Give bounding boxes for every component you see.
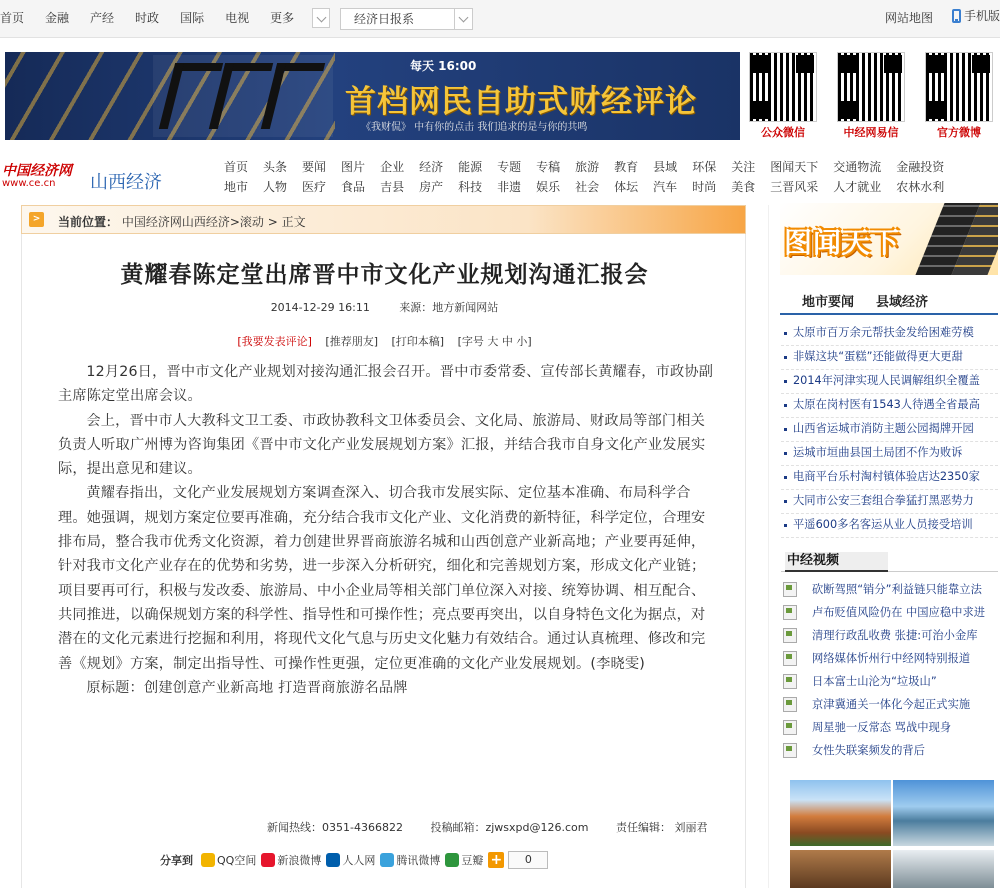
top-nav-more[interactable]: 更多 <box>270 11 295 25</box>
video-list-item[interactable] <box>783 601 998 624</box>
breadcrumb-current: 正文 <box>281 215 306 229</box>
channel-nav-item[interactable]: 企业 <box>380 160 405 174</box>
news-list-item[interactable]: 山西省运城市消防主题公园揭牌开园 <box>781 418 998 442</box>
news-list-item[interactable]: 2014年河津实现人民调解组织全覆盖 <box>781 370 998 394</box>
mobile-label: 手机版 <box>964 9 1000 23</box>
image-placeholder-icon <box>783 582 797 597</box>
comment-link[interactable]: [我要发表评论] <box>237 335 312 348</box>
article-paragraph: 会上，晋中市人大教科文卫工委、市政协教科文卫体委员会、文化局、旅游局、财政局等部门相关负责人听取广州博为咨询集团《晋中市文化产业发展规划方案》汇报，并结合我市自身文化产业发展实际，提出意见和建议。 <box>58 412 706 478</box>
breadcrumb-label: 当前位置： <box>58 215 119 229</box>
promo-banner[interactable] <box>5 52 740 140</box>
article <box>21 234 746 888</box>
channel-nav-item[interactable]: 农林水利 <box>896 180 945 194</box>
video-list-item[interactable] <box>783 670 998 693</box>
share-button-label: QQ空间 <box>217 854 257 867</box>
share-label: 分享到 <box>160 854 193 867</box>
sitemap-link[interactable]: 网站地图 <box>885 11 934 25</box>
channel-nav-item[interactable]: 教育 <box>614 160 639 174</box>
channel-nav-item[interactable]: 环保 <box>692 160 717 174</box>
banner-slogan: 首档网民自助式财经评论 <box>345 84 697 120</box>
site-select[interactable] <box>340 8 473 30</box>
article-body <box>58 360 714 700</box>
news-list-item[interactable]: 平遥600多名客运从业人员接受培训 <box>781 514 998 538</box>
channel-nav-item[interactable]: 首页 <box>224 160 249 174</box>
column-divider <box>768 205 769 888</box>
channel-nav-item[interactable]: 非遗 <box>497 180 522 194</box>
channel-nav-item[interactable]: 美食 <box>731 180 756 194</box>
video-title: 卢布贬值风险仍在 中国应稳中求进 <box>812 605 986 619</box>
channel-nav-item[interactable]: 能源 <box>458 160 483 174</box>
qr-wechat[interactable] <box>745 52 821 140</box>
channel-nav-item[interactable]: 专稿 <box>536 160 561 174</box>
share-count: 0 <box>508 851 548 869</box>
photo-thumbnail[interactable] <box>893 780 994 846</box>
video-list-item[interactable] <box>783 739 998 762</box>
channel-nav-item[interactable]: 房产 <box>419 180 444 194</box>
tab-city-news[interactable]: 地市要闻 <box>802 295 855 310</box>
print-link[interactable]: [打印本稿] <box>391 335 445 348</box>
channel-nav-item[interactable]: 县域 <box>653 160 678 174</box>
channel-nav-item[interactable]: 社会 <box>575 180 600 194</box>
plus-icon[interactable]: + <box>488 852 504 868</box>
photo-thumbnail[interactable] <box>790 780 891 846</box>
video-title: 清理行政乱收费 张捷:可治小金库 <box>812 628 978 642</box>
channel-nav-item[interactable]: 吉县 <box>380 180 405 194</box>
news-hotline: 新闻热线：0351-4366822 <box>267 821 403 834</box>
channel-nav-item[interactable]: 交通物流 <box>833 160 882 174</box>
channel-nav-item[interactable]: 金融投资 <box>896 160 945 174</box>
video-list-item[interactable] <box>783 578 998 601</box>
phone-icon <box>952 9 961 23</box>
arrow-right-icon: > <box>29 212 44 227</box>
share-icon <box>380 853 394 867</box>
channel-nav-item[interactable]: 经济 <box>419 160 444 174</box>
top-nav-finance[interactable]: 金融 <box>45 11 70 25</box>
site-logo[interactable] <box>2 160 72 189</box>
share-button[interactable] <box>326 852 375 868</box>
share-button[interactable] <box>201 852 256 868</box>
channel-nav-row-2 <box>224 177 959 197</box>
share-icon <box>326 853 340 867</box>
news-list-item[interactable]: 非媒这块“蛋糕”还能做得更大更甜 <box>781 346 998 370</box>
channel-nav-item[interactable]: 图闻天下 <box>770 160 819 174</box>
channel-nav-item[interactable]: 地市 <box>224 180 249 194</box>
sidebar-photos <box>783 775 998 888</box>
image-placeholder-icon <box>783 697 797 712</box>
qr-code-icon <box>837 52 905 122</box>
channel-nav-item[interactable]: 人才就业 <box>833 180 882 194</box>
site-logo-text: 中国经济网 <box>2 163 72 179</box>
video-title: 砍断驾照“销分”利益链只能靠立法 <box>812 582 982 596</box>
channel-nav-row-1 <box>224 157 959 177</box>
channel-nav-item[interactable]: 头条 <box>263 160 288 174</box>
site-select-value: 经济日报系 <box>354 12 415 26</box>
qr-label: 公众微信 <box>761 126 805 139</box>
share-button-label: 新浪微博 <box>277 854 322 867</box>
qr-weibo[interactable] <box>921 52 997 140</box>
video-list-item[interactable] <box>783 624 998 647</box>
share-button-label: 腾讯微博 <box>396 854 441 867</box>
share-icon <box>201 853 215 867</box>
news-list-item[interactable]: 运城市垣曲县国土局团不作为败诉 <box>781 442 998 466</box>
sidebar-news-list <box>781 322 998 538</box>
share-bar <box>160 851 548 869</box>
channel-nav-item[interactable]: 医疗 <box>302 180 327 194</box>
breadcrumb-text <box>58 213 306 230</box>
chevron-down-icon <box>317 13 327 23</box>
top-nav <box>0 9 315 27</box>
image-placeholder-icon <box>783 743 797 758</box>
share-button-label: 豆瓣 <box>461 854 484 867</box>
top-nav-industry[interactable]: 产经 <box>90 11 115 25</box>
video-title: 网络媒体忻州行中经网特别报道 <box>812 651 971 665</box>
qr-yixin[interactable] <box>833 52 909 140</box>
channel-nav-item[interactable]: 食品 <box>341 180 366 194</box>
news-list-item[interactable]: 电商平台乐村淘村镇体验店达2350家 <box>781 466 998 490</box>
qr-label: 中经网易信 <box>843 126 899 139</box>
video-title: 日本富士山沦为“垃圾山” <box>812 674 937 688</box>
article-meta <box>22 299 747 315</box>
channel-nav-item[interactable]: 关注 <box>731 160 756 174</box>
channel-nav-item[interactable]: 科技 <box>458 180 483 194</box>
top-nav-politics[interactable]: 时政 <box>135 11 160 25</box>
breadcrumb <box>21 205 746 234</box>
site-logo-url: www.ce.cn <box>2 178 56 189</box>
news-list-item[interactable]: 太原市百万余元帮扶金发给困难劳模 <box>781 322 998 346</box>
qr-codes <box>742 52 1000 140</box>
top-nav-tv[interactable]: 电视 <box>225 11 250 25</box>
channel-nav-item[interactable]: 要闻 <box>302 160 327 174</box>
banner-time: 每天 16:00 <box>410 59 477 73</box>
article-original-title: 原标题：创建创意产业新高地 打造晋商旅游名品牌 <box>86 679 408 696</box>
share-button[interactable] <box>445 852 483 868</box>
qr-label: 官方微博 <box>937 126 981 139</box>
image-placeholder-icon <box>783 674 797 689</box>
channel-nav <box>224 157 959 197</box>
article-source: 来源：地方新闻网站 <box>399 301 499 314</box>
video-title: 京津冀通关一体化今起正式实施 <box>812 697 971 711</box>
channel-nav-item[interactable]: 人物 <box>263 180 288 194</box>
share-icon <box>261 853 275 867</box>
video-list-item[interactable] <box>783 716 998 739</box>
video-section-title: 中经视频 <box>785 552 888 572</box>
channel-nav-item[interactable]: 娱乐 <box>536 180 561 194</box>
channel-nav-item[interactable]: 汽车 <box>653 180 678 194</box>
sidebar-banner-title: 图闻天下 <box>784 226 901 259</box>
chevron-down-icon <box>459 13 469 23</box>
share-button[interactable] <box>380 852 440 868</box>
channel-nav-item[interactable]: 时尚 <box>692 180 717 194</box>
font-size-control[interactable]: [字号 大 中 小] <box>457 335 532 348</box>
sidebar-tabs <box>780 285 998 315</box>
video-list-item[interactable] <box>783 647 998 670</box>
banner-brush-logo <box>153 55 333 137</box>
video-list-item[interactable] <box>783 693 998 716</box>
sidebar-banner[interactable] <box>780 203 998 275</box>
image-placeholder-icon <box>783 651 797 666</box>
banner-subslogan: 《我财侃》 中有你的点击 我们追求的是与你的共鸣 <box>361 122 588 133</box>
video-section-header <box>781 552 998 572</box>
article-paragraph: 12月26日，晋中市文化产业规划对接沟通汇报会召开。晋中市委常委、宣传部长黄耀春，市政协副主席陈定堂出席会议。 <box>58 364 714 405</box>
video-list <box>783 578 998 762</box>
image-placeholder-icon <box>783 720 797 735</box>
video-title: 女性失联案频发的背后 <box>812 743 925 757</box>
top-nav-home[interactable]: 首页 <box>0 11 25 25</box>
share-icon <box>445 853 459 867</box>
share-buttons <box>201 852 488 868</box>
top-bar <box>0 0 1000 38</box>
more-dropdown-button[interactable] <box>312 8 330 28</box>
responsible-editor: 责任编辑： 刘丽君 <box>615 821 708 834</box>
top-nav-international[interactable]: 国际 <box>180 11 205 25</box>
article-paragraph: 黄耀春指出，文化产业发展规划方案调查深入、切合我市发展实际、定位基本准确、布局科学合理。她强调，规划方案定位要再准确，充分结合我市文化产业、文化消费的新特征，科学定位，合理安排布局，整合我市优秀文化资源，着力创建世界晋商旅游名城和山西创意产业新高地；产业要再延伸，针对我市文化产业存在的优势和劣势，进一步深入分析研究，细化和完善规划方案，形成文化产业链；项目要再可行，积极与发改委、旅游局、中小企业局等相关部门单位深入对接、统筹协调、相互配合、共同推进，以确保规划方案的科学性、指导性和可操作性；亮点要再突出，以自身特色文化为据点，对潜在的文化元素进行挖掘和利用，将现代文化气息与历史文化魅力有效结合。通过认真梳理、修改和完善《规划》方案，制定出指导性、可操作性更强，定位更准确的文化产业发展规划。(李晓雯) <box>58 485 706 672</box>
video-title: 周星驰一反常态 骂战中现身 <box>812 720 952 734</box>
channel-name[interactable]: 山西经济 <box>90 172 162 193</box>
share-button[interactable] <box>261 852 321 868</box>
breadcrumb-path-link[interactable]: 中国经济网山西经济>滚动 <box>121 215 264 229</box>
channel-nav-item[interactable]: 体坛 <box>614 180 639 194</box>
image-placeholder-icon <box>783 605 797 620</box>
channel-nav-item[interactable]: 三晋风采 <box>770 180 819 194</box>
image-placeholder-icon <box>783 628 797 643</box>
mobile-link[interactable] <box>952 7 1000 24</box>
qr-code-icon <box>749 52 817 122</box>
channel-nav-item[interactable]: 专题 <box>497 160 522 174</box>
recommend-link[interactable]: [推荐朋友] <box>325 335 378 348</box>
photo-thumbnail[interactable] <box>790 850 891 888</box>
channel-nav-item[interactable]: 旅游 <box>575 160 600 174</box>
news-list-item[interactable]: 大同市公安三套组合拳猛打黑恶势力 <box>781 490 998 514</box>
submission-email: 投稿邮箱：zjwsxpd@126.com <box>430 821 589 834</box>
article-title: 黄耀春陈定堂出席晋中市文化产业规划沟通汇报会 <box>120 262 649 288</box>
article-date: 2014-12-29 16:11 <box>270 301 370 314</box>
article-tools <box>22 333 747 349</box>
channel-nav-item[interactable]: 图片 <box>341 160 366 174</box>
site-select-arrow[interactable] <box>454 9 472 29</box>
breadcrumb-sep: > <box>263 215 282 229</box>
tab-county-economy[interactable]: 县域经济 <box>876 295 929 310</box>
photo-thumbnail[interactable] <box>893 850 994 888</box>
qr-code-icon <box>925 52 993 122</box>
news-list-item[interactable]: 太原在岗村医有1543人待遇全省最高 <box>781 394 998 418</box>
article-footer <box>267 819 731 835</box>
share-button-label: 人人网 <box>342 854 376 867</box>
